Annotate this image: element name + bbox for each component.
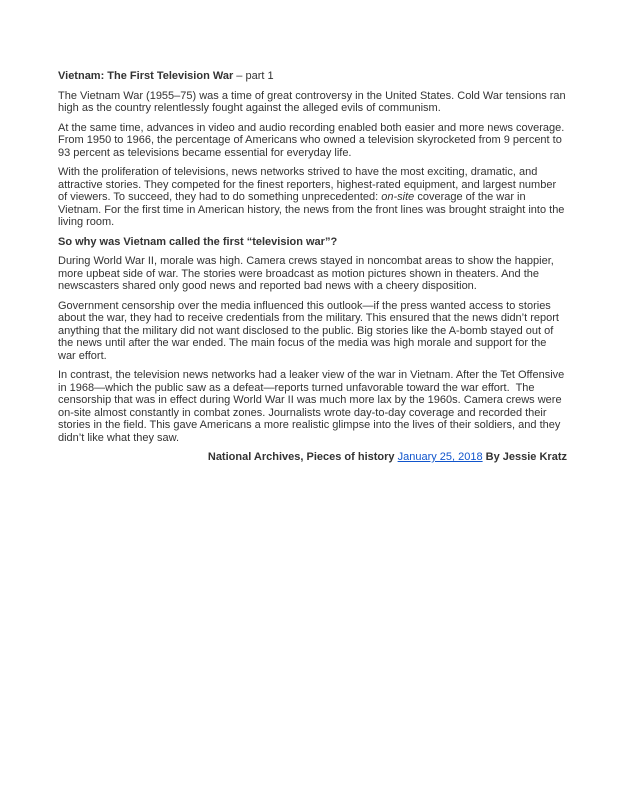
citation-source: National Archives, Pieces of history — [207, 451, 398, 463]
paragraph-wwii-morale: During World War II, morale was high. Camera crews stayed in noncombat areas to show the happier, more upbeat side of war. The stories were broadcast as motion pictures shown in theaters. And the newscasters shared only good news and reported bad news with a cheery disposition. — [58, 255, 557, 292]
document-page — [58, 70, 567, 471]
paragraph-networks-italic: on-site — [381, 191, 415, 203]
paragraph-networks-post: coverage of the war in Vietnam. For the first time in American history, the news from the front lines was brought straight into the living room. — [58, 191, 568, 228]
citation-byline: By Jessie Kratz — [482, 451, 567, 463]
section-heading: So why was Vietnam called the first “television war”? — [58, 235, 338, 248]
citation — [58, 451, 567, 464]
document-title — [58, 70, 567, 83]
paragraph-intro: The Vietnam War (1955–75) was a time of great controversy in the United States. Cold War tensions ran high as the country relentlessly fought against the alleged evils of communism. — [58, 89, 569, 114]
document-title-text: Vietnam: The First Television War — [58, 70, 234, 82]
paragraph-censorship: Government censorship over the media influenced this outlook—if the press wanted access to stories about the war, they had to receive credentials from the military. This ensured that the news didn’t report anything that the military did not want disclosed to the public. Big stories like the A-bomb stayed out of the news until after the war ended. The main focus of the media was high morale and support for the war effort. — [58, 299, 563, 362]
paragraph-tv-growth: At the same time, advances in video and audio recording enabled both easier and more news coverage. From 1950 to 1966, the percentage of Americans who owned a television skyrocketed from 9 percent to 93 percent as televisions became essential for everyday life. — [58, 121, 568, 159]
paragraph-vietnam-contrast: In contrast, the television news networks had a leaker view of the war in Vietnam. After the Tet Offensive in 1968—which the public saw as a defeat—reports turned unfavorable toward the war effort. The censorship that was in effect during World War II was much more lax by the 1960s. Camera crews were on-site almost constantly in combat zones. Journalists wrote day-to-day coverage and recorded their stories in the field. This gave Americans a more realistic glimpse into the lives of their soldiers, and they didn’t like what they saw. — [58, 369, 568, 444]
citation-date-link[interactable]: January 25, 2018 — [397, 451, 483, 463]
paragraph-networks-pre: With the proliferation of televisions, news networks strived to have the most exciting, dramatic, and attractive stories. They competed for the finest reporters, highest-rated equipment, and largest number of viewers. To succeed, they had to do something unprecedented: — [58, 166, 560, 203]
document-title-suffix: – part 1 — [233, 70, 274, 82]
paragraph-networks — [58, 166, 567, 229]
